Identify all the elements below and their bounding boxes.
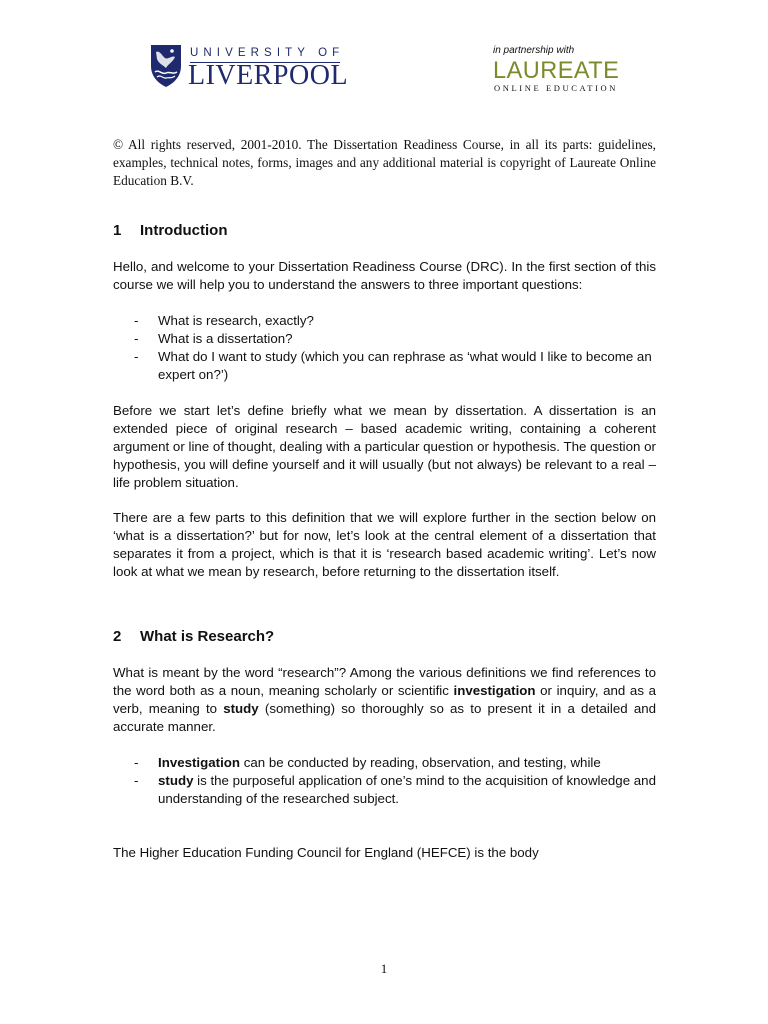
laureate-subtitle: ONLINE EDUCATION [494, 83, 618, 93]
section-1-number: 1 [113, 222, 122, 239]
section-1-intro: Hello, and welcome to your Dissertation Readiness Course (DRC). In the first section of this course we will help you to understand the answers to three important questions: [113, 259, 656, 292]
copyright-notice: © All rights reserved, 2001-2010. The Dissertation Readiness Course, in all its parts: guidelines, examples, technical notes, forms, images and any additional material is copyright of Laureate Online Education B.V. [113, 137, 656, 188]
liverpool-crest-icon [150, 44, 182, 88]
section-1-heading [113, 222, 656, 239]
section-1-paragraph-3: There are a few parts to this definition that we will explore further in the section below on ‘what is a dissertation?’ but for now, let’s look at the central element of a dissertation that separates it from a project, which is that it is ‘research based academic writing’. Let’s now look at what we mean by research, before returning to the dissertation itself. [113, 510, 656, 579]
section-2-number: 2 [113, 628, 122, 645]
list-item: - What is research, exactly? [134, 313, 314, 328]
text-run: or inquiry, and as a verb, meaning to [113, 683, 656, 716]
liverpool-logo-line2: LIVERPOOL [188, 60, 349, 91]
list-item: - What do I want to study (which you can rephrase as ‘what would I like to become an expert on?’) [134, 349, 652, 382]
text-run: (something) so thoroughly so as to present it in a detailed and accurate manner. [113, 701, 656, 734]
laureate-logo [493, 45, 633, 95]
research-definition-list [113, 754, 656, 808]
section-2-paragraph-1 [113, 664, 656, 736]
list-item-text: can be conducted by reading, observation, and testing, while [240, 755, 601, 770]
bold-term: study [158, 773, 194, 788]
list-item: - What is a dissertation? [134, 331, 293, 346]
page-number: 1 [380, 961, 388, 976]
bold-term-study: study [223, 701, 259, 716]
bold-term-investigation: investigation [453, 683, 536, 698]
section-2-heading [113, 628, 656, 645]
list-item: - study is the purposeful application of one’s mind to the acquisition of knowledge and understanding of the researched subject. [134, 773, 656, 806]
section-2-title: What is Research? [140, 628, 275, 645]
section-1-paragraph-2: Before we start let’s define briefly what we mean by dissertation. A dissertation is an extended piece of original research – based academic writing, containing a coherent argument or line of thought, dealing with a particular question or hypothesis. The question or hypothesis, you will define yourself and it will usually (but not always) be relevant to a real – life problem situation. [113, 403, 656, 490]
laureate-name: LAUREATE [493, 57, 620, 84]
list-item: - Investigation can be conducted by reading, observation, and testing, while [134, 755, 601, 770]
liverpool-logo-line1: UNIVERSITY OF [190, 47, 345, 59]
section-2-paragraph-2: The Higher Education Funding Council for England (HEFCE) is the body [113, 845, 539, 860]
laureate-partnership-text: in partnership with [493, 45, 575, 56]
section-1-title: Introduction [140, 222, 228, 239]
question-text: What do I want to study (which you can rephrase as ‘what would I like to become an expert on?’) [158, 349, 652, 382]
bold-term: Investigation [158, 755, 241, 770]
document-body [113, 136, 656, 862]
question-text: What is research, exactly? [158, 313, 314, 328]
questions-list [113, 312, 656, 384]
text-run: What is meant by the word “research”? Among the various definitions we find references to the word both as a noun, meaning scholarly or scientific [113, 665, 656, 698]
university-of-liverpool-logo [150, 44, 349, 94]
list-item-text: is the purposeful application of one’s mind to the acquisition of knowledge and understanding of the researched subject. [158, 773, 656, 806]
question-text: What is a dissertation? [158, 331, 293, 346]
